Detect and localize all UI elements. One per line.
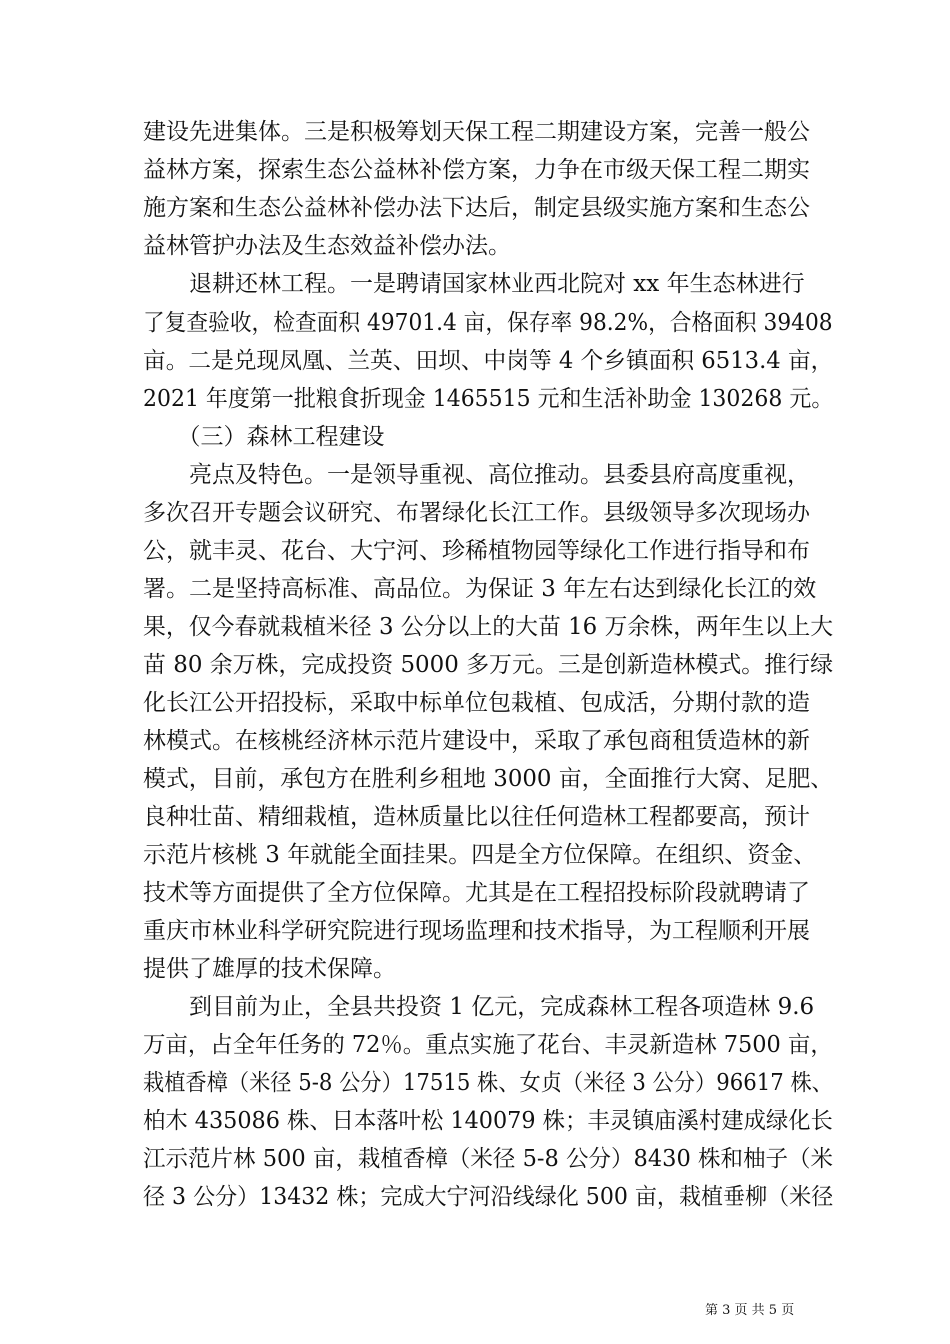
text-line: 亩。二是兑现凤凰、兰英、田坝、中岗等 4 个乡镇面积 6513.4 亩，: [143, 348, 834, 374]
text-line: 2021 年度第一批粮食折现金 1465515 元和生活补助金 130268 元。: [143, 386, 834, 412]
page-number-footer: 第 3 页 共 5 页: [705, 1303, 795, 1318]
text-line: 多次召开专题会议研究、布署绿化长江工作。县级领导多次现场办: [143, 500, 810, 526]
text-line: 化长江公开招投标，采取中标单位包栽植、包成活，分期付款的造: [143, 690, 810, 716]
text-line: 林模式。在核桃经济林示范片建设中，采取了承包商租赁造林的新: [143, 728, 810, 754]
text-line: 江示范片林 500 亩，栽植香樟（米径 5-8 公分）8430 株和柚子（米: [143, 1146, 834, 1172]
text-line: 径 3 公分）13432 株；完成大宁河沿线绿化 500 亩，栽植垂柳（米径: [143, 1184, 834, 1210]
text-line: 益林管护办法及生态效益补偿办法。: [143, 233, 511, 259]
text-line: 亮点及特色。一是领导重视、高位推动。县委县府高度重视，: [143, 462, 810, 488]
text-line: 益林方案，探索生态公益林补偿方案，力争在市级天保工程二期实: [143, 157, 810, 183]
text-line: 示范片核桃 3 年就能全面挂果。四是全方位保障。在组织、资金、: [143, 842, 817, 868]
text-line: 署。二是坚持高标准、高品位。为保证 3 年左右达到绿化长江的效: [143, 576, 817, 602]
text-line: 良种壮苗、精细栽植，造林质量比以往任何造林工程都要高，预计: [143, 804, 810, 830]
text-line: 施方案和生态公益林补偿办法下达后，制定县级实施方案和生态公: [143, 195, 810, 221]
text-line: 栽植香樟（米径 5-8 公分）17515 株、女贞（米径 3 公分）96617 株、: [143, 1070, 833, 1096]
text-line: 万亩，占全年任务的 72％。重点实施了花台、丰灵新造林 7500 亩，: [143, 1032, 833, 1058]
text-line: 柏木 435086 株、日本落叶松 140079 株；丰灵镇庙溪村建成绿化长: [143, 1108, 833, 1134]
text-line: 果，仅今春就栽植米径 3 公分以上的大苗 16 万余株，两年生以上大: [143, 614, 834, 640]
text-line: 了复查验收，检查面积 49701.4 亩，保存率 98.2%，合格面积 39408: [143, 310, 833, 336]
section-heading: （三）森林工程建设: [143, 424, 385, 450]
text-line: 建设先进集体。三是积极筹划天保工程二期建设方案，完善一般公: [143, 119, 810, 145]
text-line: 技术等方面提供了全方位保障。尤其是在工程招投标阶段就聘请了: [143, 880, 810, 906]
text-line: 重庆市林业科学研究院进行现场监理和技术指导，为工程顺利开展: [143, 918, 810, 944]
text-line: 模式，目前，承包方在胜利乡租地 3000 亩，全面推行大窝、足肥、: [143, 766, 834, 792]
text-line: 苗 80 余万株，完成投资 5000 多万元。三是创新造林模式。推行绿: [143, 652, 834, 678]
text-line: 退耕还林工程。一是聘请国家林业西北院对 xx 年生态林进行: [143, 271, 805, 297]
text-line: 公，就丰灵、花台、大宁河、珍稀植物园等绿化工作进行指导和布: [143, 538, 810, 564]
text-line: 到目前为止，全县共投资 1 亿元，完成森林工程各项造林 9.6: [143, 994, 815, 1020]
text-line: 提供了雄厚的技术保障。: [143, 956, 396, 982]
